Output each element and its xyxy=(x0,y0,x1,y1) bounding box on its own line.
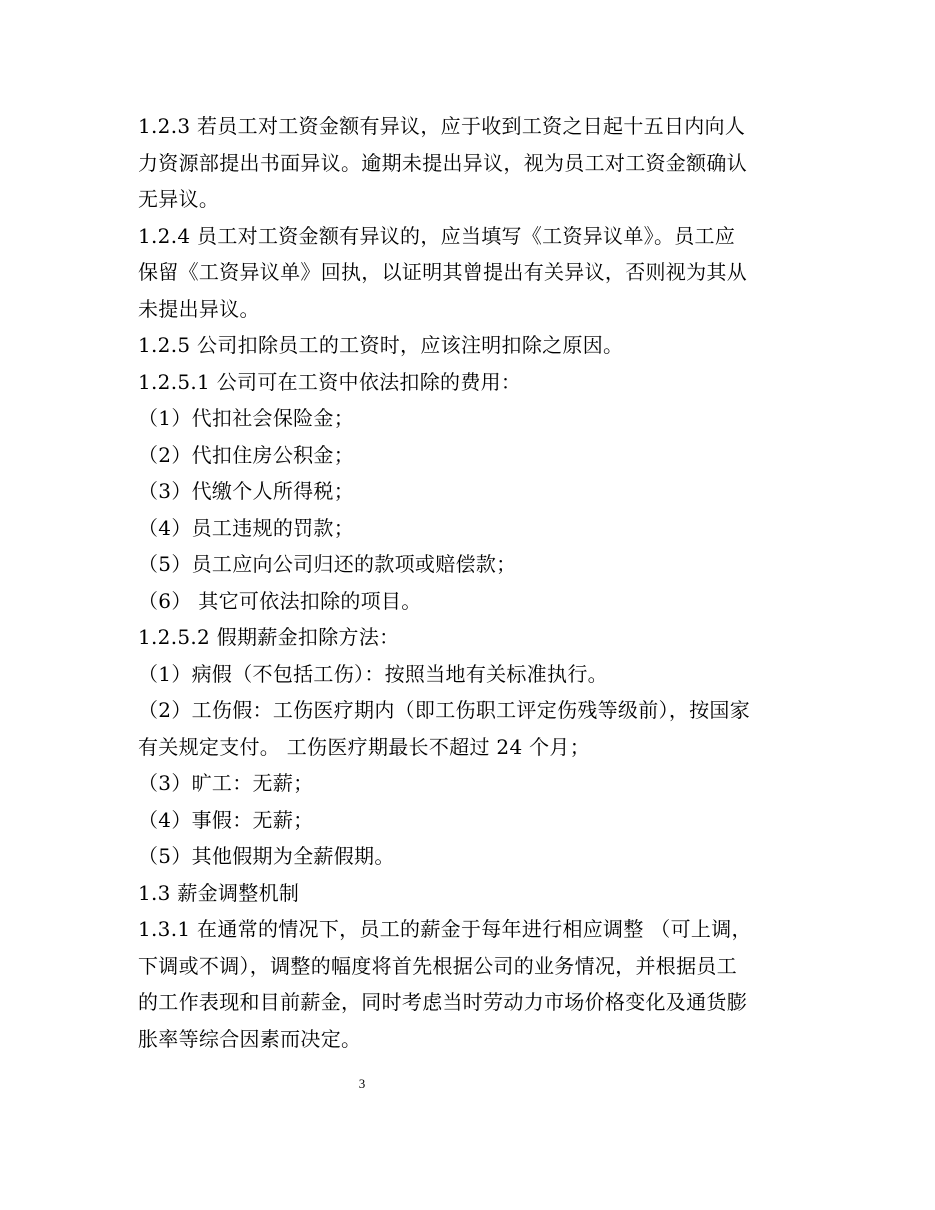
text-line: （2）代扣住房公积金； xyxy=(138,442,355,467)
text-line: 的工作表现和目前薪金，同时考虑当时劳动力市场价格变化及通货膨 xyxy=(138,990,747,1014)
document-body xyxy=(138,108,798,1057)
text-line: （1）代扣社会保险金； xyxy=(138,406,355,430)
text-line: 保留《工资异议单》回执，以证明其曾提出有关异议，否则视为其从 xyxy=(138,260,747,284)
text-line: 1.2.5.1 公司可在工资中依法扣除的费用： xyxy=(138,369,522,394)
text-line: 无异议。 xyxy=(138,187,220,211)
text-line: 1.2.5 公司扣除员工的工资时，应该注明扣除之原因。 xyxy=(138,333,624,357)
text-line: （2）工伤假：工伤医疗期内（即工伤职工评定伤残等级前），按国家 xyxy=(138,698,751,722)
text-line: （3）旷工：无薪； xyxy=(138,771,314,795)
text-line: 1.2.5.2 假期薪金扣除方法： xyxy=(138,625,400,649)
text-line: （5）其他假期为全薪假期。 xyxy=(138,844,395,868)
text-line: （5）员工应向公司归还的款项或赔偿款； xyxy=(138,552,517,576)
text-line: 1.2.3 若员工对工资金额有异议，应于收到工资之日起十五日内向人 xyxy=(138,114,746,138)
text-line: （4）员工违规的罚款； xyxy=(138,515,355,540)
text-line: 1.2.4 员工对工资金额有异议的，应当填写《工资异议单》。员工应 xyxy=(138,223,736,248)
text-line: （3）代缴个人所得税； xyxy=(138,479,355,503)
text-line: 1.3.1 在通常的情况下，员工的薪金于每年进行相应调整 （可上调， xyxy=(138,917,752,941)
text-line: 下调或不调），调整的幅度将首先根据公司的业务情况，并根据员工 xyxy=(138,953,737,978)
text-line: （1）病假（不包括工伤）：按照当地有关标准执行。 xyxy=(138,661,608,686)
text-line: 未提出异议。 xyxy=(138,296,260,321)
text-line: （6） 其它可依法扣除的项目。 xyxy=(138,588,422,613)
text-line: （4）事假：无薪； xyxy=(138,807,314,832)
text-line: 力资源部提出书面异议。逾期未提出异议，视为员工对工资金额确认 xyxy=(138,150,747,175)
text-line: 1.3 薪金调整机制 xyxy=(138,880,300,905)
text-line: 胀率等综合因素而决定。 xyxy=(138,1026,362,1051)
text-line: 有关规定支付。 工伤医疗期最长不超过 24 个月； xyxy=(138,734,591,759)
page-number: 3 xyxy=(358,1076,366,1091)
